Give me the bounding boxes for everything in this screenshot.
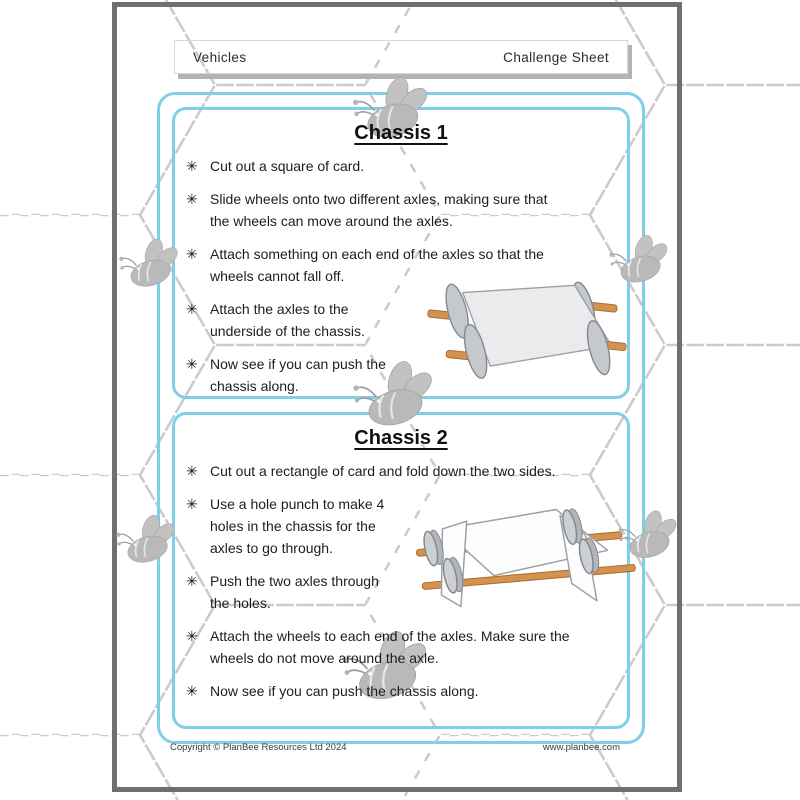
- footer: [170, 742, 620, 753]
- list-item: ✳ Now see if you can push the chassis along.: [186, 680, 617, 702]
- bee-icon: [607, 234, 669, 286]
- bee-icon: [112, 514, 178, 566]
- bee-icon: [616, 508, 678, 563]
- list-item: ✳ Attach the wheels to each end of the axles. Make sure the wheels do not move around the axle.: [186, 625, 617, 669]
- star-bullet-icon: ✳: [186, 683, 198, 699]
- star-bullet-icon: ✳: [186, 496, 198, 512]
- chassis-2-title: Chassis 2: [354, 427, 448, 449]
- header-sheet-type-label: Challenge Sheet: [503, 49, 609, 65]
- list-item: ✳ Use a hole punch to make 4 holes in the chassis for the axles to go through.: [186, 493, 617, 559]
- star-bullet-icon: ✳: [186, 301, 198, 317]
- list-item: ✳ Now see if you can push the chassis along.: [186, 353, 617, 397]
- bee-icon: [116, 238, 180, 290]
- website-url: www.planbee.com: [542, 742, 620, 753]
- list-item: ✳ Attach something on each end of the axles so that the wheels cannot fall off.: [186, 243, 617, 287]
- star-bullet-icon: ✳: [186, 356, 198, 372]
- list-item: ✳ Slide wheels onto two different axles, making sure that the wheels can move around the axles.: [186, 188, 617, 232]
- list-item: ✳ Attach the axles to the underside of the chassis.: [186, 298, 617, 342]
- list-item: ✳ Push the two axles through the holes.: [186, 570, 617, 614]
- chassis-1-drawing: [426, 272, 628, 394]
- list-item: ✳ Cut out a square of card.: [186, 155, 617, 177]
- star-bullet-icon: ✳: [186, 246, 198, 262]
- star-bullet-icon: ✳: [186, 463, 198, 479]
- list-item: ✳ Cut out a rectangle of card and fold down the two sides.: [186, 460, 617, 482]
- star-bullet-icon: ✳: [186, 628, 198, 644]
- chassis-2-drawing: [406, 492, 644, 628]
- copyright-text: Copyright © PlanBee Resources Ltd 2024: [170, 742, 347, 753]
- header-topic-label: Vehicles: [193, 49, 247, 65]
- chassis-1-title: Chassis 1: [354, 122, 448, 144]
- star-bullet-icon: ✳: [186, 158, 198, 174]
- star-bullet-icon: ✳: [186, 191, 198, 207]
- star-bullet-icon: ✳: [186, 573, 198, 589]
- header-bar: [174, 40, 628, 74]
